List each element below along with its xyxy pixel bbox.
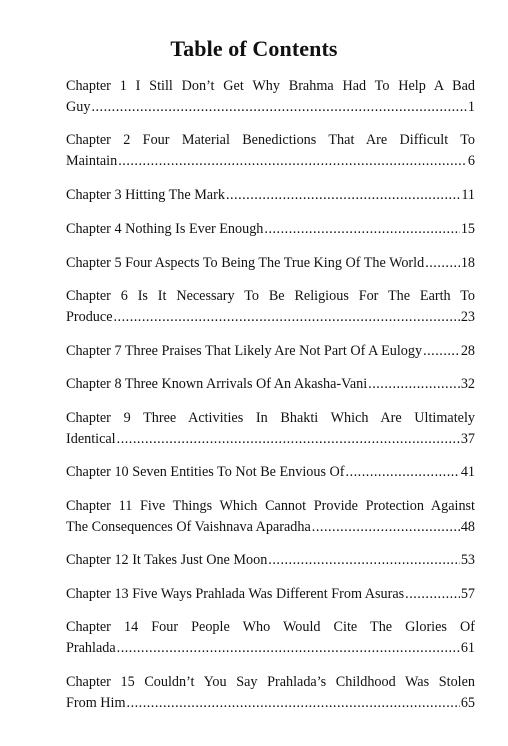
toc-entry-chapter-15[interactable]	[66, 672, 475, 714]
toc-page-number: 61	[460, 640, 475, 656]
toc-entry-chapter-11[interactable]	[66, 496, 475, 538]
toc-entry-chapter-4[interactable]	[66, 219, 475, 240]
toc-entry-chapter-12[interactable]	[66, 550, 475, 571]
toc-entry-title: Chapter 4 Nothing Is Ever Enough	[66, 221, 264, 237]
toc-entry-title: Chapter 14 Four People Who Would Cite The Glories Of	[66, 619, 475, 635]
dot-leader	[425, 253, 460, 274]
toc-entry-chapter-10[interactable]	[66, 462, 475, 483]
toc-entry-title: Chapter 9 Three Activities In Bhakti Which Are Ultimately	[66, 410, 475, 426]
toc-entry-title-continued: Maintain	[66, 153, 118, 169]
toc-entry-title-continued: From Him	[66, 695, 126, 711]
toc-entry-chapter-8[interactable]	[66, 374, 475, 395]
toc-entry-title-continued: Guy	[66, 99, 91, 115]
toc-page-number: 18	[460, 255, 475, 271]
toc-entry-title-continued: Prahlada	[66, 640, 116, 656]
toc-entry-chapter-6[interactable]	[66, 286, 475, 328]
toc-entry-chapter-9[interactable]	[66, 408, 475, 450]
dot-leader	[312, 517, 460, 538]
toc-entry-title: Chapter 3 Hitting The Mark	[66, 187, 225, 203]
page-title: Table of Contents	[170, 36, 338, 61]
toc-entry-chapter-3[interactable]	[66, 185, 475, 206]
toc-page-number: 57	[460, 586, 475, 602]
toc-entry-title: Chapter 5 Four Aspects To Being The True King Of The World	[66, 255, 425, 271]
toc-page-number: 11	[461, 187, 475, 203]
toc-entry-title-continued: The Consequences Of Vaishnava Aparadha	[66, 519, 311, 535]
toc-page-number: 28	[460, 343, 475, 359]
dot-leader	[346, 462, 460, 483]
toc-page-number: 32	[460, 376, 475, 392]
dot-leader	[127, 693, 460, 714]
toc-entry-title: Chapter 12 It Takes Just One Moon	[66, 552, 268, 568]
toc-entry-title: Chapter 8 Three Known Arrivals Of An Akasha-Vani	[66, 376, 368, 392]
toc-entry-title: Chapter 10 Seven Entities To Not Be Envious Of	[66, 464, 345, 480]
toc-page-number: 1	[467, 99, 475, 115]
toc-entry-chapter-5[interactable]	[66, 253, 475, 274]
toc-entry-title-continued: Produce	[66, 309, 113, 325]
dot-leader	[268, 550, 460, 571]
toc-page-number: 48	[460, 519, 475, 535]
dot-leader	[91, 97, 466, 118]
toc-entry-title: Chapter 13 Five Ways Prahlada Was Different From Asuras	[66, 586, 405, 602]
toc-entry-title: Chapter 6 Is It Necessary To Be Religious For The Earth To	[66, 288, 475, 304]
dot-leader	[117, 638, 460, 659]
toc-page-number: 23	[460, 309, 475, 325]
toc-entry-chapter-14[interactable]	[66, 617, 475, 659]
dot-leader	[118, 151, 467, 172]
toc-entry-title: Chapter 15 Couldn’t You Say Prahlada’s Childhood Was Stolen	[66, 674, 475, 690]
dot-leader	[117, 429, 460, 450]
toc-page-number: 41	[460, 464, 475, 480]
toc-entry-title-continued: Identical	[66, 431, 116, 447]
toc-entry-chapter-1[interactable]	[66, 76, 475, 118]
toc-entry-title: Chapter 1 I Still Don’t Get Why Brahma Had To Help A Bad	[66, 78, 475, 94]
toc-entry-chapter-7[interactable]	[66, 341, 475, 362]
dot-leader	[226, 185, 460, 206]
dot-leader	[405, 584, 460, 605]
toc-entry-chapter-2[interactable]	[66, 130, 475, 172]
toc-entry-title: Chapter 7 Three Praises That Likely Are Not Part Of A Eulogy	[66, 343, 423, 359]
toc-page-number: 15	[460, 221, 475, 237]
dot-leader	[264, 219, 459, 240]
toc-entry-chapter-13[interactable]	[66, 584, 475, 605]
toc-page-number: 53	[460, 552, 475, 568]
dot-leader	[114, 307, 460, 328]
toc-entry-title: Chapter 2 Four Material Benedictions That Are Difficult To	[66, 132, 475, 148]
toc-page-number: 6	[467, 153, 475, 169]
dot-leader	[368, 374, 460, 395]
toc-page-number: 37	[460, 431, 475, 447]
toc-entry-title: Chapter 11 Five Things Which Cannot Provide Protection Against	[66, 498, 475, 514]
dot-leader	[423, 341, 460, 362]
toc-page-number: 65	[460, 695, 475, 711]
